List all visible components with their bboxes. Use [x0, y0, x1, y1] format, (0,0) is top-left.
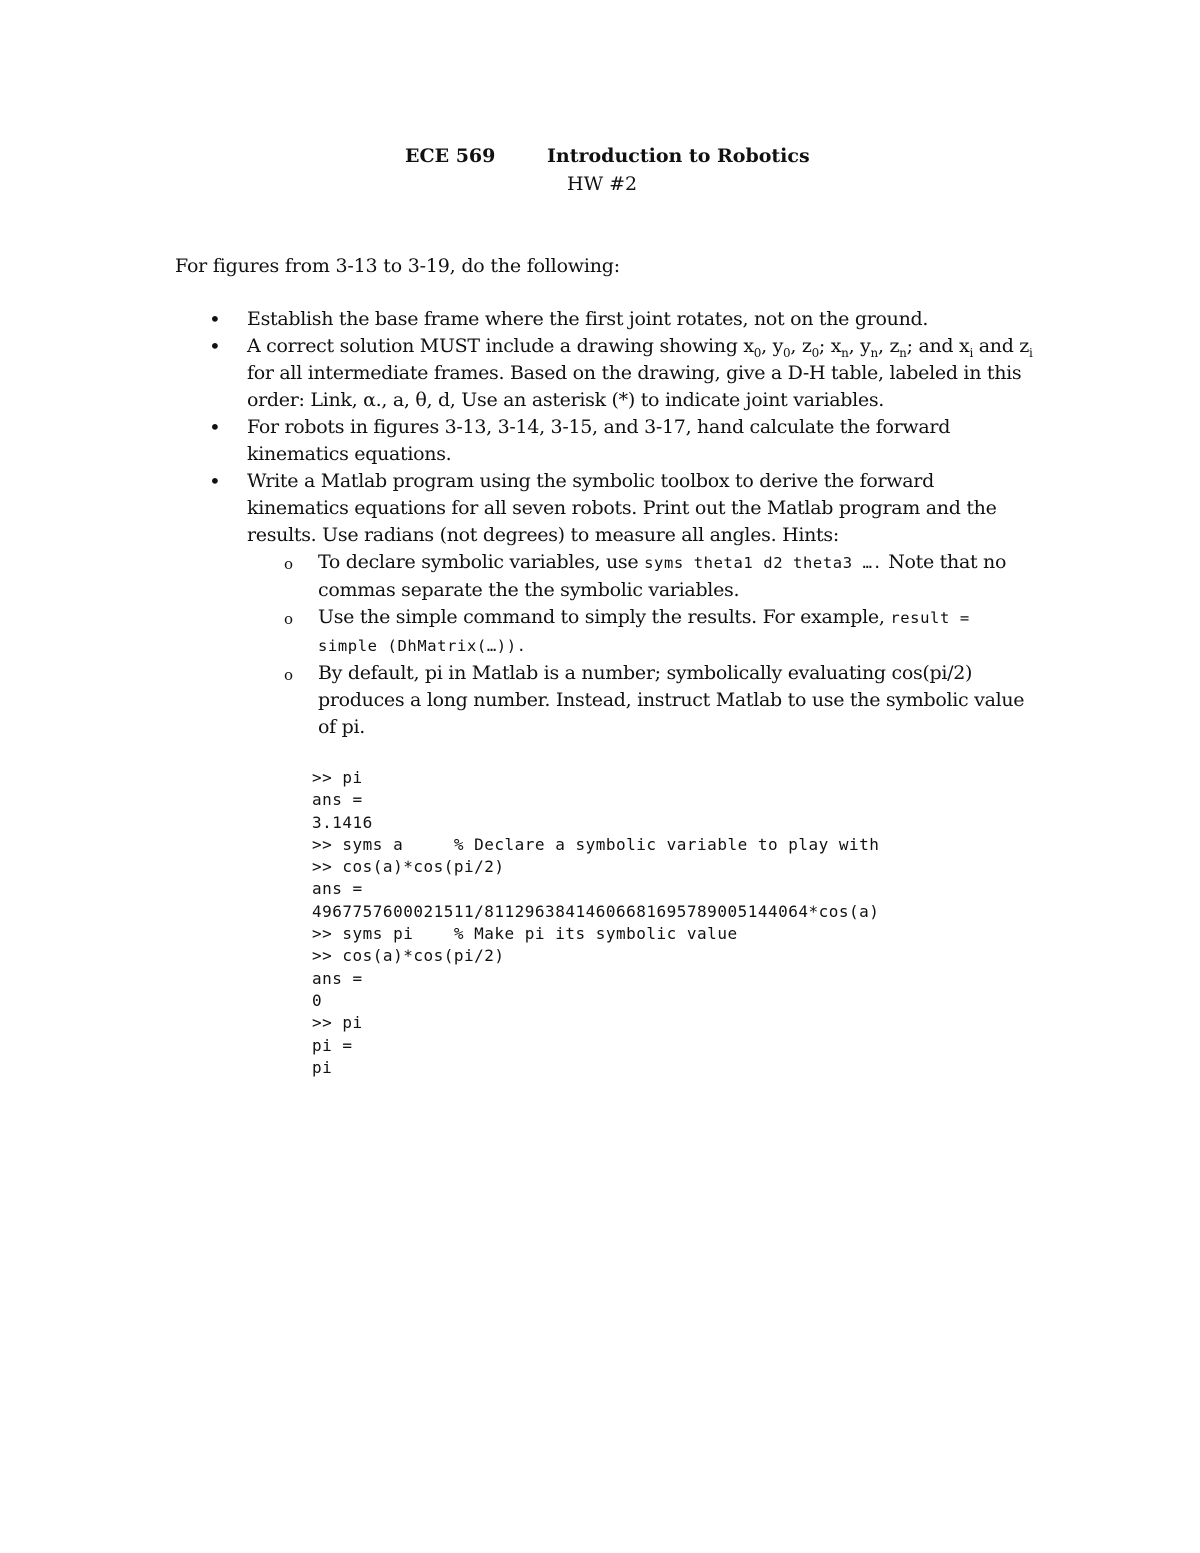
- inline-code: syms theta1 d2 theta3 ….: [644, 554, 883, 572]
- code-line: >> cos(a)*cos(pi/2): [312, 946, 505, 966]
- hint-item: o By default, pi in Matlab is a number; symbolically evaluating cos(pi/2) produces a long number. Instead, instruct Matlab to use the symbolic value of pi.: [175, 660, 1035, 741]
- instruction-item: • Establish the base frame where the first joint rotates, not on the ground.: [175, 306, 1035, 333]
- assignment-label: HW #2: [567, 173, 638, 195]
- code-line: >> syms pi % Make pi its symbolic value: [312, 924, 738, 944]
- course-code: ECE 569: [405, 145, 496, 167]
- matlab-code-block: [312, 767, 879, 1079]
- hint-list: [247, 549, 1035, 741]
- inline-code: result = simple (DhMatrix(…)).: [318, 609, 970, 655]
- code-line: >> syms a % Declare a symbolic variable to play with: [312, 834, 880, 854]
- instruction-item: • For robots in figures 3-13, 3-14, 3-15, and 3-17, hand calculate the forward kinematics equations.: [175, 414, 1035, 468]
- code-line: ans =: [312, 879, 363, 899]
- code-line: 0: [312, 990, 323, 1010]
- code-line: >> cos(a)*cos(pi/2): [312, 857, 505, 877]
- code-line: ans =: [312, 968, 363, 988]
- code-line: 4967757600021511/81129638414606681695789005144064*cos(a): [312, 901, 880, 921]
- code-line: pi: [312, 1057, 333, 1077]
- code-line: pi =: [312, 1035, 353, 1055]
- course-title: Introduction to Robotics: [547, 145, 810, 167]
- instruction-item: • A correct solution MUST include a drawing showing $x_0$, $y_0$, $z_0$; $x_n$, $y_n$, $z_n$; and $x_i$ and $z_i$ for all intermediate frames. Based on the drawing, give a D-H table, labeled in this order: Link, α., a, θ, d, Use an asterisk (*) to indicate joint variables.: [175, 333, 1035, 414]
- code-line: >> pi: [312, 768, 363, 787]
- instruction-list: [175, 306, 1035, 741]
- intro-text: For figures from 3-13 to 3-19, do the following:: [175, 255, 620, 277]
- code-line: >> pi: [312, 1013, 363, 1033]
- hint-item: o Use the simple command to simply the results. For example, result = simple (DhMatrix(…)).: [175, 604, 1035, 660]
- instruction-item: • Write a Matlab program using the symbolic toolbox to derive the forward kinematics equations for all seven robots. Print out the Matlab program and the results. Use radians (not degrees) to measure all angles. Hints: o To declare symbolic variables, use syms theta1 d2 theta3 …. Note that no commas separate the the symbolic variables. o Use the simple command to simply the results. For example, result = simple (DhMatrix(…)). o By default, pi in Matlab is a number; symbolically evaluating cos(pi/2) produces a long number. Instead, instruct Matlab to use the symbolic value of pi.: [175, 468, 1035, 741]
- code-line: ans =: [312, 790, 363, 810]
- code-line: 3.1416: [312, 812, 373, 832]
- hint-item: o To declare symbolic variables, use syms theta1 d2 theta3 …. Note that no commas separate the the symbolic variables.: [175, 549, 1035, 604]
